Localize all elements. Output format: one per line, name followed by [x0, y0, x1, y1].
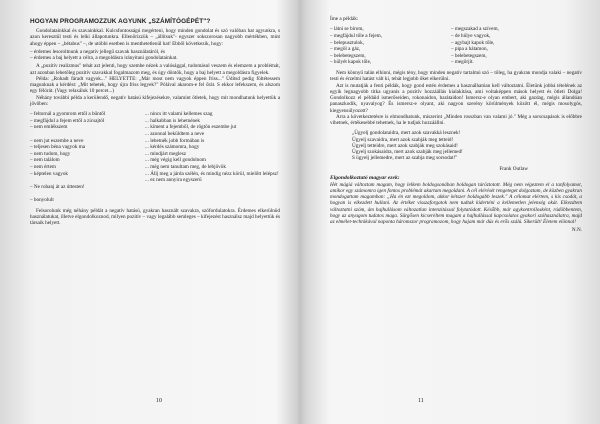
- signature: N.N.: [571, 227, 582, 234]
- paragraph: Azt is mutatják a fenti példák, hogy gond estén érdemes a használhatóan kell változtatni. Életünk jobbá tételének az egyik legnagyobb titka ugyanis a pozitív hozzáállás kialakítása, ami voltaképpen mások helyett és ötleti Dolga! Gondolkozz el példáid ismerőseiden, rokonaidon, barátaidon! Ismersz-e olyan embert, aki gazdag, mégis állandóan panaszkodik, nyavalyog? És ismersz-e olyant, aki nagyon szerény körülmények között él, mégis mosolygós, kiegyensúlyozott?: [330, 82, 582, 114]
- phrase-item: [30, 131, 145, 137]
- example-pairs: [330, 24, 582, 68]
- paragraph: Hét mágiá változtam magam, hogy lelkem boldogsonában boldogan túröztotott. Még nem végeztem el a tanfolyamot, amikor egy számomra igen fontos problémát akartam megoldani. A cél elérését rengeteget dolgoztam, de közben gyakran mondogattam magamban: „Ha én ezt megoldom, akkor kétszer boldogabb leszek." A célomat elértem, s kis csodát, a hogyan is elkezdett hullani. Az értéket visszaforgatok nem tudtak kiderténi a kellemetlen jelenség okát. Elkezdtem változtatni szóm, ám hajhullásom változatlan intenzitással folytatódott. Később, már agykontrollosként, rádöbbentem, hogy az anyagom tudatos maga. Sürgősen kicseréltem magam a hajhullással kapcsolatos gyakori szóhasználatra, majd az elmélet-technikával naponta háromszor programozom, hogy hajam már dús és erős szálú. Sikerült! Életem elönnal!: [330, 181, 582, 226]
- example-item: – megöl a gáz,: [330, 46, 361, 53]
- phrase-item: ... kérdés számomra, hogy: [145, 144, 200, 151]
- section-subtitle: Elgondolkoztató magyar ezek:: [330, 174, 400, 181]
- quote-line: „Ügyelj gondolataidra, mert azok szavakká lesznek!: [352, 130, 461, 137]
- positive-phrases: [145, 111, 280, 204]
- example-item: – belebetegszem,: [450, 52, 487, 59]
- phrase-item: – feltornál a gyomrom ettől a bűntől: [30, 111, 106, 117]
- paragraph: Néhány további példa a kerülendő, negatív hatású kifejezésekre, valamint ötletek, hogy mit mondhatunk helyettük a jövőben:: [30, 94, 280, 107]
- phrase-item: [30, 177, 145, 183]
- phrase-item: ... lehetnék jobb formában is: [145, 137, 205, 144]
- example-item: – belepusztulok,: [330, 39, 364, 46]
- paragraph: Arra a következtetésre is elmondhatunk, miszerint „Minden rosszban van valami jó." Még a sorscsapások is előbbre vihetnek, értékesebbé tehetnek, ha le tudjuk hozzáállni.: [330, 113, 582, 127]
- phrase-item: – teljesen béna vagyok ma: [30, 144, 86, 151]
- example-item: – belebetegszem,: [330, 52, 366, 59]
- phrase-item: ... halkabban is lehetnének: [145, 117, 201, 124]
- page-number: 10: [156, 398, 162, 404]
- quote-line: Ügyelj tetteidre, mert azok szabják meg szokásaid!: [352, 142, 458, 149]
- quote-line: Ügyelj szavaidra, mert azok szabják meg tetteid!: [352, 136, 454, 143]
- examples-col1: [330, 26, 451, 66]
- quote-line: Ügyelj szokásaidra, mert azok szabják meg jellemed!: [352, 149, 463, 156]
- example-item: – látni se bírom,: [330, 26, 364, 33]
- example-item: – pipa a hátamon,: [450, 46, 488, 53]
- list-item: – érdemes a baj helyett a célra, a megoldásra irányítani gondolatainkat.: [30, 55, 178, 61]
- right-page: [300, 0, 600, 424]
- example-item: – agybajt kapok tőle,: [450, 39, 495, 46]
- paragraph: Íme a példák:: [330, 16, 359, 22]
- article-title: HOGYAN PROGRAMOZZUK AGYUNK „SZÁMÍTÓGÉPÉT"?: [30, 18, 211, 25]
- example-item: – megszakad a szívem,: [450, 26, 499, 33]
- phrase-item: ... ez nem annyira egyszerű: [145, 177, 202, 184]
- phrase-item: – bonyolult: [30, 197, 54, 204]
- phrase-item: ... nincs itt valami kellemes szag: [145, 111, 213, 117]
- example-item: – hülyét kapok tőle,: [330, 59, 372, 66]
- quote-block: [352, 130, 582, 161]
- paragraph: Felsorolunk még néhány példát a negatív hatású, gyakran használt szavakra, szófordulatokra. Érdemes elkerülnöd használatukat, illetve elgondolkoznod, milyen pozitív – vagy legalább semleges – kifejezést használsz majd helyettük és társaik helyett.: [30, 207, 280, 227]
- phrase-item: ... kiment a fejemből, de rögtön eszembe jut: [145, 124, 237, 131]
- phrase-item: – nem találom: [30, 157, 60, 164]
- phrase-pairs: [30, 109, 280, 206]
- phrase-item: – megfájdul a fejem ettől a zicsajtól: [30, 117, 105, 124]
- phrase-item: ... még végig kell gondolnom: [145, 157, 206, 164]
- phrase-item: – nem emlékszem: [30, 124, 68, 131]
- phrase-item: [30, 191, 145, 197]
- phrase-item: ... Állj meg a járda szélén, és mindig nézz körül, mielőtt lelépsz!: [145, 170, 279, 177]
- phrase-item: – Ne rohanj át az úttesten!: [30, 184, 85, 191]
- negative-phrases: [30, 111, 145, 204]
- bullet-list: [30, 49, 280, 62]
- examples-col2: [451, 26, 582, 66]
- phrase-item: ... azonnal beküldtem a neve: [145, 130, 205, 137]
- example-item: – megfájdul tőle a fejem,: [330, 32, 382, 39]
- example-item: – de hülye vagyok,: [450, 32, 491, 39]
- right-column: [330, 16, 582, 234]
- quote-author: Frank Outlaw: [499, 165, 528, 172]
- quote-line: S ügyelj jellemedre, mert az szabja meg sorsodat!": [352, 155, 458, 162]
- paragraph: A „pozitív realizmus" tehát azt jelenti, hogy szembe nézek a valósággal, tudomásul veszem és elemzem a problémát, azt azonban lehetőleg pozitív szavakkal fogalmazom meg, és úgy döntök, hogy a baj helyett a megoldásra figyelek.: [30, 63, 280, 76]
- paragraph: Gondolatainkkal és szavainkkal. Kulcsfontosságú megérteni, hogy minden gondolat és szó valóban hat agyunkra, s azon keresztül testi és lelki állapotunkra. Ellenőrizzük – „állítsuk"- egyszer sokszorosan nagyobb mértékben, mint ahogy éppen – „bétabus" –, de utóbbi esetben is menthetetlenül hat! Ebből következik, hogy:: [30, 28, 280, 47]
- paragraph: Példa: „Rohadt fáradt vagyok..." HELYETTE: „Már most nem vagyok éppen friss..." Üdítsd pedig föltétessem magunknak a kérdést: „Mit tehetek, hogy újra friss legyek?" Pólával akarom-e fel őrát. S ekkor lefekszem, és alszom egy félórát. (Vagy relaxálok 10 percet...): [30, 75, 280, 95]
- paragraph: Nem könnyű talán elhinni, mégis tény, hogy minden negatív tartalmú szó – tőleg, ha gyakran mondja valaki – negatív testi és érzelmi hatást vált ki, tehát legjobb őket elkerülni.: [330, 70, 582, 83]
- phrase-item: – nem tudom, hogy: [30, 150, 71, 157]
- left-column: [30, 18, 280, 227]
- phrase-item: – nem értem: [30, 164, 56, 171]
- phrase-item: – nem jut eszembe a neve: [30, 137, 84, 144]
- phrase-item: ... mindjárt meglesz: [145, 150, 187, 157]
- list-item: – érdemes lesoroltnunk a negatív jellegű szavak használatáról, és: [30, 48, 165, 55]
- phrase-item: ... még nem tanultam meg, de lebjövök: [145, 164, 226, 171]
- example-item: – megőrjít.: [450, 59, 474, 66]
- page-number: 11: [418, 398, 424, 404]
- phrase-item: – képtelen vagyok: [30, 170, 69, 177]
